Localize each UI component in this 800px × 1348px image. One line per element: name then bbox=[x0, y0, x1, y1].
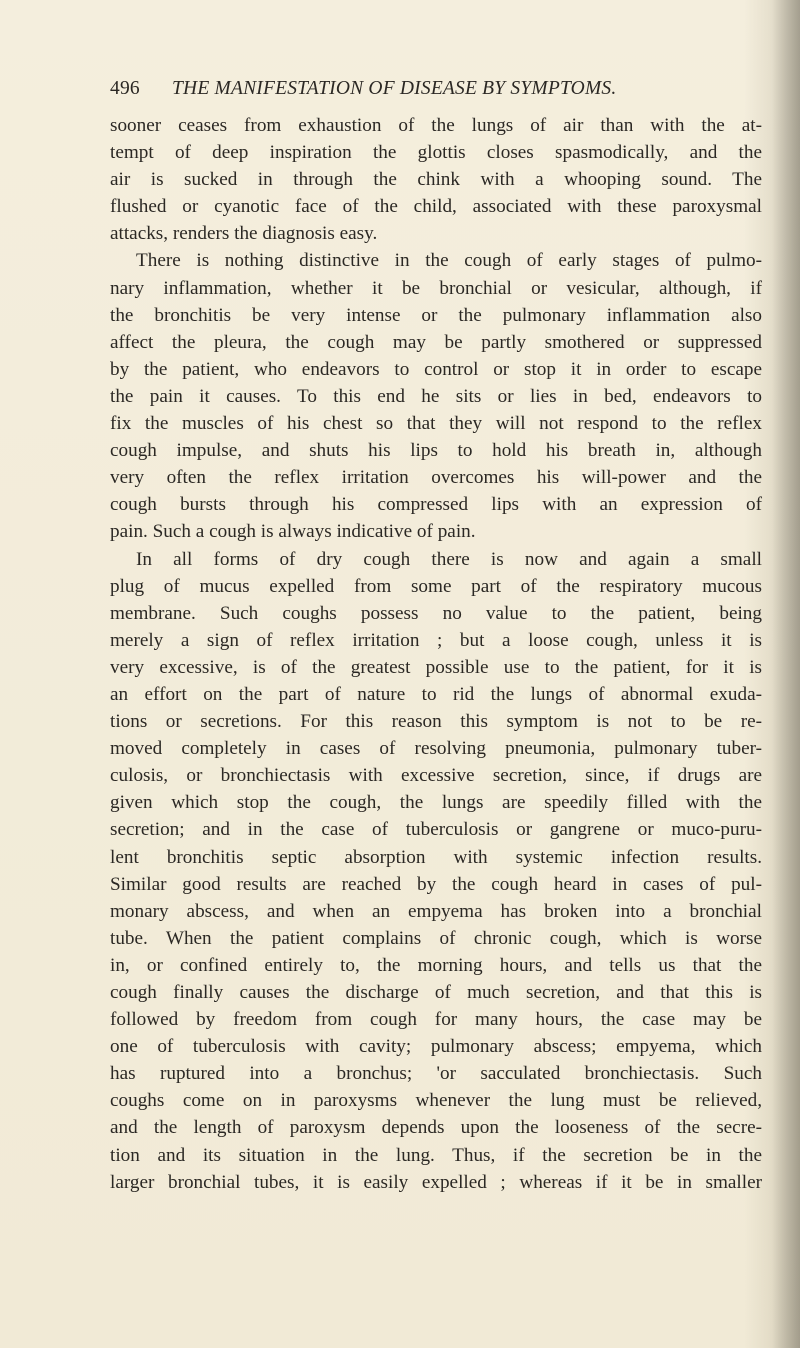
page-number: 496 bbox=[110, 78, 140, 99]
text-line: There is nothing distinctive in the cough of early stages of pulmo- bbox=[136, 250, 762, 272]
text-line: membrane. Such coughs possess no value to the patient, being bbox=[110, 602, 762, 624]
text-line: sooner ceases from exhaustion of the lungs of air than with the at- bbox=[110, 115, 762, 136]
page-header bbox=[110, 78, 750, 100]
text-line: attacks, renders the diagnosis easy. bbox=[110, 223, 378, 245]
text-line: very excessive, is of the greatest possible use to the patient, for it is bbox=[110, 656, 762, 678]
text-line: the pain it causes. To this end he sits or lies in bed, endeavors to bbox=[110, 385, 762, 407]
text-line: In all forms of dry cough there is now and again a small bbox=[136, 548, 762, 570]
text-line: an effort on the part of nature to rid the lungs of abnormal exuda- bbox=[110, 683, 762, 705]
body-text bbox=[110, 112, 762, 1196]
text-line: tube. When the patient complains of chronic cough, which is worse bbox=[110, 927, 762, 949]
text-line: the bronchitis be very intense or the pulmonary inflammation also bbox=[110, 304, 762, 326]
text-line: secretion; and in the case of tuberculosis or gangrene or muco-puru- bbox=[110, 819, 762, 841]
text-line: tion and its situation in the lung. Thus, if the secretion be in the bbox=[110, 1144, 762, 1166]
text-line: coughs come on in paroxysms whenever the lung must be relieved, bbox=[110, 1090, 762, 1112]
text-line: fix the muscles of his chest so that they will not respond to the reflex bbox=[110, 413, 762, 435]
text-line: given which stop the cough, the lungs are speedily filled with the bbox=[110, 792, 762, 814]
text-line: and the length of paroxysm depends upon the looseness of the secre- bbox=[110, 1117, 762, 1139]
text-line: monary abscess, and when an empyema has broken into a bronchial bbox=[110, 900, 762, 922]
text-line: has ruptured into a bronchus; 'or sacculated bronchiectasis. Such bbox=[110, 1063, 762, 1085]
text-line: followed by freedom from cough for many hours, the case may be bbox=[110, 1009, 762, 1031]
text-line: affect the pleura, the cough may be partly smothered or suppressed bbox=[110, 331, 762, 353]
text-line: Similar good results are reached by the cough heard in cases of pul- bbox=[110, 873, 762, 895]
running-head: THE MANIFESTATION OF DISEASE BY SYMPTOMS. bbox=[172, 78, 617, 99]
text-line: culosis, or bronchiectasis with excessive secretion, since, if drugs are bbox=[110, 765, 762, 787]
text-line: in, or confined entirely to, the morning hours, and tells us that the bbox=[110, 954, 762, 976]
page-edge-shadow bbox=[772, 0, 800, 1348]
text-line: very often the reflex irritation overcomes his will-power and the bbox=[110, 467, 762, 489]
text-line: cough finally causes the discharge of much secretion, and that this is bbox=[110, 982, 762, 1003]
text-line: flushed or cyanotic face of the child, associated with these paroxysmal bbox=[110, 196, 762, 218]
text-line: tions or secretions. For this reason this symptom is not to be re- bbox=[110, 711, 762, 733]
text-line: pain. Such a cough is always indicative of pain. bbox=[110, 521, 476, 543]
text-line: one of tuberculosis with cavity; pulmonary abscess; empyema, which bbox=[110, 1036, 762, 1058]
text-line: moved completely in cases of resolving pneumonia, pulmonary tuber- bbox=[110, 738, 762, 760]
text-line: by the patient, who endeavors to control or stop it in order to escape bbox=[110, 358, 762, 380]
text-line: cough impulse, and shuts his lips to hold his breath in, although bbox=[110, 440, 762, 462]
text-line: nary inflammation, whether it be bronchial or vesicular, although, if bbox=[110, 277, 762, 299]
text-line: merely a sign of reflex irritation ; but a loose cough, unless it is bbox=[110, 629, 762, 651]
text-line: cough bursts through his compressed lips with an expression of bbox=[110, 494, 762, 516]
text-line: larger bronchial tubes, it is easily expelled ; whereas if it be in smaller bbox=[110, 1171, 762, 1193]
text-line: lent bronchitis septic absorption with systemic infection results. bbox=[110, 846, 762, 868]
text-line: air is sucked in through the chink with a whooping sound. The bbox=[110, 169, 762, 191]
text-line: tempt of deep inspiration the glottis closes spasmodically, and the bbox=[110, 142, 762, 164]
text-line: plug of mucus expelled from some part of the respiratory mucous bbox=[110, 575, 762, 597]
